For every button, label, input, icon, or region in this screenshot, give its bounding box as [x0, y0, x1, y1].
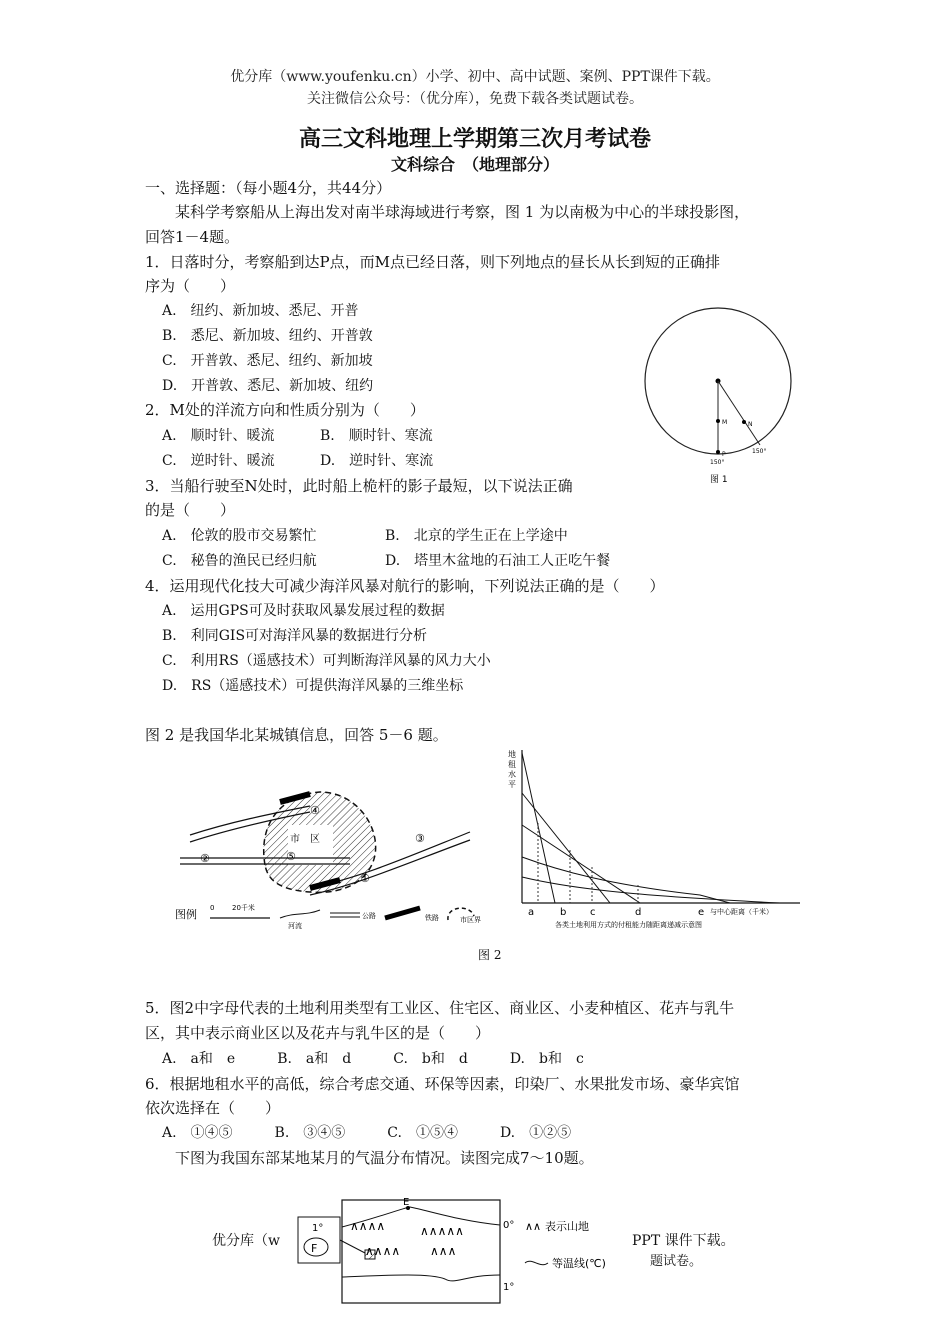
rent-curve-b	[522, 793, 610, 903]
footer-right: PPT 课件下载。	[632, 1233, 735, 1249]
q3-stem-2: 的是（ ）	[145, 501, 236, 519]
rent-chart-title: 各类土地利用方式的付租能力随距离递减示意图	[555, 921, 702, 929]
legend-road: 公路	[362, 912, 376, 920]
page-title: 高三文科地理上学期第三次月考试卷	[298, 126, 651, 152]
point-m	[716, 419, 720, 423]
footer-right-2: 题试卷。	[650, 1254, 703, 1269]
label-f: F	[311, 1242, 318, 1255]
isotherm-legend: 等温线(℃)	[552, 1257, 606, 1270]
label-e: E	[403, 1197, 410, 1208]
x-tick-b: b	[560, 907, 567, 918]
q1-stem-2: 序为（ ）	[145, 277, 236, 295]
q1-option-b: B. 悉尼、新加坡、纽约、开普敦	[162, 328, 373, 344]
header-line-1: 优分库（www.youfenku.cn）小学、初中、高中试题、案例、PPT课件下载。	[230, 69, 720, 85]
isotherm-1	[342, 1275, 500, 1281]
city-label: 市 区	[290, 834, 320, 845]
legend-title: 图例	[175, 908, 197, 921]
intro1-line2: 回答1－4题。	[145, 228, 240, 246]
q1-option-c: C. 开普敦、悉尼、纽约、新加坡	[162, 353, 373, 369]
intro2: 图 2 是我国华北某城镇信息，回答 5－6 题。	[145, 726, 448, 744]
intro1-line1: 某科学考察船从上海出发对南半球海域进行考察，图 1 为以南极为中心的半球投影图，	[145, 203, 750, 221]
x-axis-label: 与中心距离（千米）	[710, 908, 773, 916]
legend-river: 河流	[288, 922, 302, 930]
figure-2-map	[170, 770, 500, 940]
q5-options: A. a和 e B. a和 d C. b和 d D. b和 c	[162, 1051, 584, 1067]
mountain-symbols-4: ∧∧∧	[430, 1244, 457, 1258]
page-subtitle: 文科综合 （地理部分）	[390, 155, 559, 174]
legend-boundary: 市区界	[460, 916, 481, 924]
q3-option-b: B. 北京的学生正在上学途中	[385, 528, 568, 544]
q6-stem-1: 6．根据地租水平的高低，综合考虑交通、环保等因素，印染厂、水果批发市场、豪华宾馆	[145, 1075, 740, 1093]
y-label-4: 平	[508, 780, 516, 789]
figure-2-caption: 图 2	[478, 948, 502, 962]
q2-stem: 2．M处的洋流方向和性质分别为（ ）	[145, 401, 425, 419]
q4-option-c: C. 利用RS（遥感技术）可判断海洋风暴的风力大小	[162, 653, 491, 669]
marker-4: ④	[310, 804, 320, 817]
x-tick-d: d	[635, 907, 642, 918]
q3-option-c: C. 秘鲁的渔民已经归航	[162, 553, 317, 569]
mountain-legend-icon: ∧∧	[525, 1220, 542, 1233]
y-label-1: 地	[508, 750, 516, 759]
label-m: M	[722, 419, 728, 426]
label-zero-deg: 0°	[503, 1220, 515, 1231]
y-label-2: 租	[508, 760, 516, 769]
meridian-line-2	[718, 381, 760, 445]
figure-1-caption: 图 1	[710, 475, 728, 485]
marker-2: ②	[200, 852, 210, 865]
inset-label-1deg: 1°	[312, 1223, 324, 1234]
label-n: N	[748, 421, 753, 428]
mountain-legend: 表示山地	[545, 1220, 589, 1233]
label-lon-2: 150°	[752, 448, 767, 455]
scale-text: 20千米	[232, 904, 255, 912]
x-tick-a: a	[528, 907, 535, 918]
footer-left: 优分库（w	[212, 1233, 280, 1249]
point-p	[716, 450, 720, 454]
q4-stem: 4．运用现代化技大可减少海洋风暴对航行的影响，下列说法正确的是（ ）	[145, 577, 665, 595]
marker-1: ①	[360, 872, 370, 885]
q2-option-a: A. 顺时针、暖流	[162, 428, 275, 444]
inset-pointer	[340, 1240, 365, 1253]
figure-1-hemisphere	[640, 305, 810, 495]
q2-option-b: B. 顺时针、寒流	[320, 428, 433, 444]
x-tick-e: e	[698, 907, 705, 918]
label-one-deg: 1°	[503, 1282, 515, 1293]
mountain-symbols-2: ∧∧∧∧∧	[420, 1224, 464, 1238]
q5-stem-2: 区，其中表示商业区以及花卉与乳牛区的是（ ）	[145, 1024, 491, 1042]
x-tick-c: c	[590, 907, 596, 918]
q1-option-d: D. 开普敦、悉尼、新加坡、纽约	[162, 378, 374, 394]
q6-stem-2: 依次选择在（ ）	[145, 1099, 281, 1117]
q3-stem-1: 3．当船行驶至N处时，此时船上桅杆的影子最短，以下说法正确	[145, 477, 573, 495]
rent-curve-e	[522, 877, 780, 903]
q3-option-d: D. 塔里木盆地的石油工人正吃午餐	[385, 553, 611, 569]
q2-option-c: C. 逆时针、暖流	[162, 453, 275, 469]
scale-zero: 0	[210, 904, 215, 912]
legend-rail-line	[385, 908, 420, 918]
q3-option-a: A. 伦敦的股市交易繁忙	[162, 528, 317, 544]
q5-stem-1: 5．图2中字母代表的土地利用类型有工业区、住宅区、商业区、小麦种植区、花卉与乳牛	[145, 999, 735, 1017]
q1-option-a: A. 纽约、新加坡、悉尼、开普	[162, 303, 359, 319]
isotherm-legend-icon	[525, 1261, 548, 1264]
marker-5: ⑤	[286, 850, 296, 863]
q1-stem-1: 1．日落时分，考察船到达P点，而M点已经日落，则下列地点的昼长从长到短的正确排	[145, 253, 720, 271]
mountain-symbols-3: ∧∧∧∧	[365, 1244, 401, 1258]
q4-option-b: B. 利同GIS可对海洋风暴的数据进行分析	[162, 628, 428, 644]
legend-river-line	[280, 910, 320, 918]
intro3: 下图为我国东部某地某月的气温分布情况。读图完成7～10题。	[145, 1149, 594, 1167]
header-line-2: 关注微信公众号：（优分库），免费下载各类试题试卷。	[307, 91, 643, 107]
label-lon-1: 150°	[710, 459, 725, 466]
y-label-3: 水	[508, 770, 516, 779]
point-n	[742, 420, 746, 424]
q4-option-a: A. 运用GPS可及时获取风暴发展过程的数据	[162, 603, 445, 619]
figure-2-rent-chart	[500, 745, 820, 930]
q2-option-d: D. 逆时针、寒流	[320, 453, 434, 469]
mountain-symbols-1: ∧∧∧∧	[350, 1219, 386, 1233]
rent-curve-c	[522, 825, 640, 903]
q6-options: A. ①④⑤ B. ③④⑤ C. ①⑤④ D. ①②⑤	[162, 1125, 572, 1141]
q4-option-d: D. RS（遥感技术）可提供海洋风暴的三维坐标	[162, 678, 464, 694]
marker-3: ③	[415, 832, 425, 845]
legend-rail: 铁路	[425, 914, 439, 922]
label-p: P	[722, 451, 726, 458]
section-heading: 一、选择题：（每小题4分，共44分）	[145, 179, 392, 197]
figure-3-temperature-map	[270, 1195, 650, 1305]
